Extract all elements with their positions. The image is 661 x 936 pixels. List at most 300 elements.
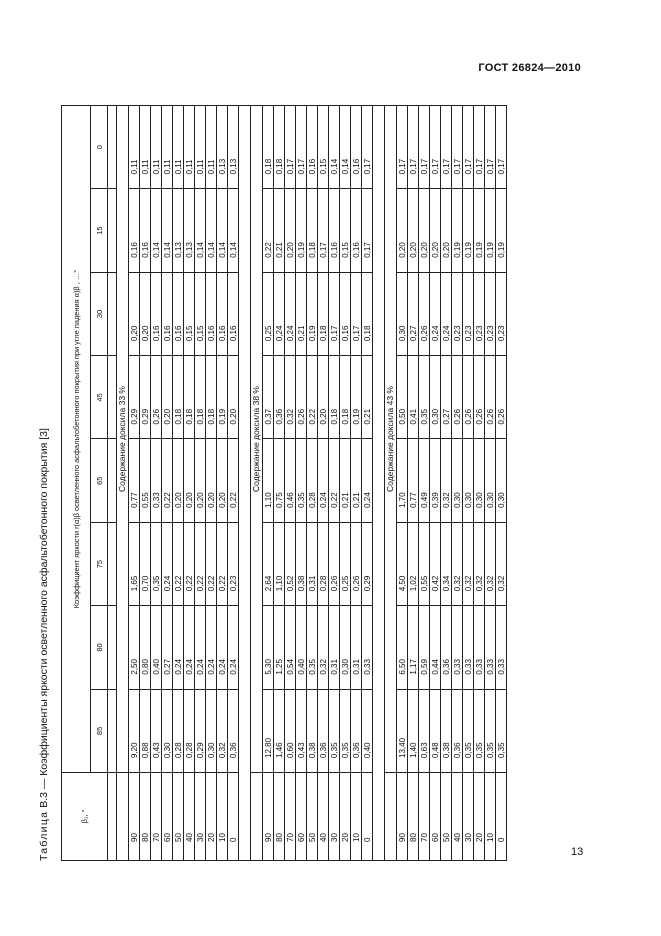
value-cell: 0,20 bbox=[441, 189, 452, 272]
section-title: Содержание доксила 38 % bbox=[251, 106, 263, 773]
table-row bbox=[228, 106, 239, 861]
value-cell: 0,21 bbox=[340, 439, 351, 522]
value-cell: 0,42 bbox=[430, 522, 441, 605]
value-cell: 0,30 bbox=[474, 439, 485, 522]
section-title-row bbox=[117, 106, 129, 861]
table-row bbox=[441, 106, 452, 861]
spacer-cell bbox=[108, 106, 117, 189]
section-gap bbox=[373, 106, 385, 861]
angle-cell: 80 bbox=[408, 773, 419, 861]
table-row bbox=[340, 106, 351, 861]
value-cell: 0,35 bbox=[463, 689, 474, 772]
value-cell: 0,35 bbox=[474, 689, 485, 772]
angle-cell: 60 bbox=[296, 773, 307, 861]
value-cell: 0,24 bbox=[206, 606, 217, 689]
value-cell: 0,11 bbox=[195, 106, 206, 189]
value-cell: 0,35 bbox=[151, 522, 162, 605]
value-cell: 0,77 bbox=[129, 439, 140, 522]
value-cell: 0,38 bbox=[296, 522, 307, 605]
angle-cell: 20 bbox=[474, 773, 485, 861]
value-cell: 0,28 bbox=[318, 522, 329, 605]
value-cell: 0,18 bbox=[274, 106, 285, 189]
standard-number: ГОСТ 26824—2010 bbox=[478, 62, 581, 74]
value-cell: 0,22 bbox=[173, 522, 184, 605]
value-cell: 0,16 bbox=[151, 272, 162, 355]
value-cell: 0,22 bbox=[195, 522, 206, 605]
value-cell: 0,38 bbox=[307, 689, 318, 772]
value-cell: 5,30 bbox=[263, 606, 274, 689]
value-cell: 0,39 bbox=[430, 439, 441, 522]
value-cell: 0,35 bbox=[496, 689, 507, 772]
value-cell: 0,32 bbox=[463, 522, 474, 605]
value-cell: 0,17 bbox=[463, 106, 474, 189]
value-cell: 0,16 bbox=[351, 106, 362, 189]
value-cell: 0,29 bbox=[129, 356, 140, 439]
brightness-table bbox=[61, 105, 507, 861]
value-cell: 0,23 bbox=[228, 522, 239, 605]
section-blank-cell bbox=[117, 773, 129, 861]
value-cell: 0,32 bbox=[318, 606, 329, 689]
value-cell: 0,38 bbox=[441, 689, 452, 772]
angle-cell: 50 bbox=[441, 773, 452, 861]
column-header: 0 bbox=[91, 106, 108, 189]
value-cell: 0,14 bbox=[340, 106, 351, 189]
value-cell: 0,24 bbox=[173, 606, 184, 689]
value-cell: 0,25 bbox=[263, 272, 274, 355]
value-cell: 0,26 bbox=[463, 356, 474, 439]
table-row bbox=[419, 106, 430, 861]
section-title: Содержание доксила 43 % bbox=[385, 106, 397, 773]
angle-cell: 80 bbox=[274, 773, 285, 861]
value-cell: 0,16 bbox=[206, 272, 217, 355]
value-cell: 0,24 bbox=[195, 606, 206, 689]
rotated-table-block bbox=[34, 105, 534, 861]
value-cell: 0,16 bbox=[340, 272, 351, 355]
angle-cell: 50 bbox=[307, 773, 318, 861]
value-cell: 0,20 bbox=[217, 439, 228, 522]
value-cell: 1,70 bbox=[397, 439, 408, 522]
value-cell: 0,23 bbox=[485, 272, 496, 355]
value-cell: 0,50 bbox=[397, 356, 408, 439]
table-row bbox=[430, 106, 441, 861]
value-cell: 0,17 bbox=[397, 106, 408, 189]
value-cell: 0,20 bbox=[184, 439, 195, 522]
value-cell: 1,65 bbox=[129, 522, 140, 605]
value-cell: 0,35 bbox=[329, 689, 340, 772]
caption-text: В.3 — Коэффициенты яркости осветленного асфальтобетонного покрытия [3] bbox=[38, 428, 50, 808]
value-cell: 0,16 bbox=[140, 189, 151, 272]
header-spacer-row bbox=[108, 106, 117, 861]
value-cell: 0,17 bbox=[362, 189, 373, 272]
value-cell: 0,18 bbox=[206, 356, 217, 439]
value-cell: 0,24 bbox=[430, 272, 441, 355]
angle-cell: 40 bbox=[318, 773, 329, 861]
angle-cell: 0 bbox=[362, 773, 373, 861]
value-cell: 1,17 bbox=[408, 606, 419, 689]
value-cell: 0,18 bbox=[307, 189, 318, 272]
value-cell: 0,17 bbox=[408, 106, 419, 189]
value-cell: 0,28 bbox=[307, 439, 318, 522]
value-cell: 0,23 bbox=[474, 272, 485, 355]
value-cell: 0,16 bbox=[329, 189, 340, 272]
value-cell: 0,26 bbox=[485, 356, 496, 439]
table-row bbox=[151, 106, 162, 861]
value-cell: 0,35 bbox=[296, 439, 307, 522]
angle-cell: 20 bbox=[206, 773, 217, 861]
value-cell: 0,17 bbox=[474, 106, 485, 189]
value-cell: 0,26 bbox=[329, 522, 340, 605]
value-cell: 0,16 bbox=[307, 106, 318, 189]
value-cell: 0,31 bbox=[329, 606, 340, 689]
value-cell: 0,26 bbox=[474, 356, 485, 439]
value-cell: 0,26 bbox=[151, 356, 162, 439]
value-cell: 0,11 bbox=[162, 106, 173, 189]
table-row bbox=[184, 106, 195, 861]
angle-cell: 60 bbox=[430, 773, 441, 861]
value-cell: 0,33 bbox=[151, 439, 162, 522]
value-cell: 0,36 bbox=[351, 689, 362, 772]
value-cell: 0,43 bbox=[296, 689, 307, 772]
value-cell: 0,14 bbox=[162, 189, 173, 272]
table-row bbox=[397, 106, 408, 861]
value-cell: 0,29 bbox=[195, 689, 206, 772]
table-row bbox=[274, 106, 285, 861]
value-cell: 0,26 bbox=[296, 356, 307, 439]
value-cell: 0,20 bbox=[129, 272, 140, 355]
table-row bbox=[485, 106, 496, 861]
caption-prefix: Таблица bbox=[38, 810, 50, 861]
value-cell: 0,19 bbox=[351, 356, 362, 439]
value-cell: 0,46 bbox=[285, 439, 296, 522]
spacer-cell bbox=[108, 439, 117, 522]
column-header: 80 bbox=[91, 606, 108, 689]
value-cell: 0,21 bbox=[296, 272, 307, 355]
angle-cell: 10 bbox=[351, 773, 362, 861]
value-cell: 0,17 bbox=[419, 106, 430, 189]
table-row bbox=[140, 106, 151, 861]
value-cell: 0,15 bbox=[340, 189, 351, 272]
value-cell: 1,25 bbox=[274, 606, 285, 689]
value-cell: 0,30 bbox=[496, 439, 507, 522]
value-cell: 0,19 bbox=[463, 189, 474, 272]
value-cell: 0,33 bbox=[496, 606, 507, 689]
value-cell: 0,21 bbox=[351, 439, 362, 522]
table-caption bbox=[34, 105, 54, 861]
value-cell: 0,18 bbox=[318, 272, 329, 355]
angle-cell: 40 bbox=[452, 773, 463, 861]
value-cell: 0,55 bbox=[140, 439, 151, 522]
value-cell: 0,36 bbox=[274, 356, 285, 439]
value-cell: 0,20 bbox=[408, 189, 419, 272]
table-row bbox=[351, 106, 362, 861]
table-row bbox=[318, 106, 329, 861]
value-cell: 13,40 bbox=[397, 689, 408, 772]
value-cell: 0,20 bbox=[206, 439, 217, 522]
value-cell: 0,33 bbox=[474, 606, 485, 689]
value-cell: 0,18 bbox=[263, 106, 274, 189]
value-cell: 0,20 bbox=[397, 189, 408, 272]
value-cell: 0,32 bbox=[452, 522, 463, 605]
column-header: 75 bbox=[91, 522, 108, 605]
value-cell: 0,30 bbox=[485, 439, 496, 522]
value-cell: 0,52 bbox=[285, 522, 296, 605]
value-cell: 4,50 bbox=[397, 522, 408, 605]
section-title: Содержание доксила 33 % bbox=[117, 106, 129, 773]
angle-cell: 30 bbox=[463, 773, 474, 861]
value-cell: 0,22 bbox=[206, 522, 217, 605]
value-cell: 0,14 bbox=[151, 189, 162, 272]
spacer-cell bbox=[108, 272, 117, 355]
section-gap-row bbox=[373, 106, 385, 861]
value-cell: 0,36 bbox=[318, 689, 329, 772]
value-cell: 6,50 bbox=[397, 606, 408, 689]
angle-cell: 0 bbox=[496, 773, 507, 861]
value-cell: 0,35 bbox=[419, 356, 430, 439]
value-cell: 0,18 bbox=[340, 356, 351, 439]
value-cell: 0,20 bbox=[195, 439, 206, 522]
value-cell: 0,30 bbox=[206, 689, 217, 772]
angle-cell: 0 bbox=[228, 773, 239, 861]
section-blank-cell bbox=[251, 773, 263, 861]
value-cell: 0,24 bbox=[228, 606, 239, 689]
column-header: 15 bbox=[91, 189, 108, 272]
value-cell: 0,40 bbox=[362, 689, 373, 772]
value-cell: 0,23 bbox=[452, 272, 463, 355]
value-cell: 0,11 bbox=[129, 106, 140, 189]
value-cell: 0,14 bbox=[217, 189, 228, 272]
value-cell: 0,23 bbox=[496, 272, 507, 355]
value-cell: 0,24 bbox=[217, 606, 228, 689]
value-cell: 0,31 bbox=[307, 522, 318, 605]
table-grid bbox=[61, 105, 534, 861]
value-cell: 0,33 bbox=[485, 606, 496, 689]
table-row bbox=[285, 106, 296, 861]
value-cell: 0,19 bbox=[485, 189, 496, 272]
value-cell: 0,30 bbox=[397, 272, 408, 355]
value-cell: 0,27 bbox=[162, 606, 173, 689]
angle-cell: 70 bbox=[285, 773, 296, 861]
value-cell: 0,17 bbox=[296, 106, 307, 189]
angle-cell: 70 bbox=[151, 773, 162, 861]
value-cell: 0,17 bbox=[452, 106, 463, 189]
value-cell: 0,11 bbox=[173, 106, 184, 189]
value-cell: 0,23 bbox=[463, 272, 474, 355]
value-cell: 12,80 bbox=[263, 689, 274, 772]
value-cell: 0,22 bbox=[162, 439, 173, 522]
value-cell: 0,36 bbox=[452, 689, 463, 772]
angle-cell: 90 bbox=[397, 773, 408, 861]
angle-cell: 90 bbox=[129, 773, 140, 861]
spacer-cell bbox=[108, 606, 117, 689]
value-cell: 0,16 bbox=[217, 272, 228, 355]
angle-cell: 40 bbox=[184, 773, 195, 861]
value-cell: 0,15 bbox=[195, 272, 206, 355]
value-cell: 0,24 bbox=[285, 272, 296, 355]
table-row bbox=[195, 106, 206, 861]
value-cell: 0,27 bbox=[408, 272, 419, 355]
spacer-cell bbox=[108, 689, 117, 772]
angle-header: β₁, ° bbox=[62, 773, 108, 861]
value-cell: 0,17 bbox=[441, 106, 452, 189]
group-header: Коэффициент яркости r(α)β осветленного асфальтобетонного покрытия при угле падения α)β , …° bbox=[62, 106, 91, 773]
value-cell: 0,17 bbox=[318, 189, 329, 272]
angle-cell: 60 bbox=[162, 773, 173, 861]
value-cell: 0,54 bbox=[285, 606, 296, 689]
value-cell: 0,28 bbox=[173, 689, 184, 772]
value-cell: 0,33 bbox=[452, 606, 463, 689]
value-cell: 0,24 bbox=[441, 272, 452, 355]
page-number: 13 bbox=[571, 846, 584, 858]
spacer-cell bbox=[108, 522, 117, 605]
value-cell: 1,10 bbox=[263, 439, 274, 522]
value-cell: 0,11 bbox=[140, 106, 151, 189]
value-cell: 0,41 bbox=[408, 356, 419, 439]
value-cell: 0,17 bbox=[485, 106, 496, 189]
value-cell: 0,24 bbox=[162, 522, 173, 605]
value-cell: 0,30 bbox=[452, 439, 463, 522]
value-cell: 0,20 bbox=[162, 356, 173, 439]
value-cell: 2,64 bbox=[263, 522, 274, 605]
value-cell: 0,13 bbox=[228, 106, 239, 189]
table-row bbox=[129, 106, 140, 861]
value-cell: 0,43 bbox=[151, 689, 162, 772]
value-cell: 0,63 bbox=[419, 689, 430, 772]
section-title-row bbox=[251, 106, 263, 861]
value-cell: 0,16 bbox=[351, 189, 362, 272]
table-row bbox=[452, 106, 463, 861]
value-cell: 0,13 bbox=[184, 189, 195, 272]
value-cell: 0,16 bbox=[162, 272, 173, 355]
column-header: 85 bbox=[91, 689, 108, 772]
value-cell: 0,17 bbox=[362, 106, 373, 189]
column-header: 30 bbox=[91, 272, 108, 355]
value-cell: 0,24 bbox=[362, 439, 373, 522]
value-cell: 0,77 bbox=[408, 439, 419, 522]
table-row bbox=[496, 106, 507, 861]
value-cell: 0,22 bbox=[329, 439, 340, 522]
value-cell: 0,24 bbox=[184, 606, 195, 689]
value-cell: 1,02 bbox=[408, 522, 419, 605]
angle-cell: 80 bbox=[140, 773, 151, 861]
value-cell: 0,70 bbox=[140, 522, 151, 605]
value-cell: 0,20 bbox=[285, 189, 296, 272]
value-cell: 0,19 bbox=[296, 189, 307, 272]
value-cell: 0,16 bbox=[173, 272, 184, 355]
value-cell: 0,15 bbox=[318, 106, 329, 189]
value-cell: 0,31 bbox=[351, 606, 362, 689]
value-cell: 0,20 bbox=[419, 189, 430, 272]
value-cell: 0,17 bbox=[285, 106, 296, 189]
value-cell: 0,18 bbox=[329, 356, 340, 439]
value-cell: 0,30 bbox=[340, 606, 351, 689]
value-cell: 0,13 bbox=[217, 106, 228, 189]
value-cell: 0,18 bbox=[362, 272, 373, 355]
value-cell: 0,32 bbox=[441, 439, 452, 522]
value-cell: 0,59 bbox=[419, 606, 430, 689]
value-cell: 0,19 bbox=[496, 189, 507, 272]
value-cell: 1,46 bbox=[274, 689, 285, 772]
value-cell: 0,32 bbox=[474, 522, 485, 605]
value-cell: 1,10 bbox=[274, 522, 285, 605]
value-cell: 0,55 bbox=[419, 522, 430, 605]
angle-cell: 10 bbox=[485, 773, 496, 861]
angle-cell: 30 bbox=[195, 773, 206, 861]
value-cell: 0,17 bbox=[496, 106, 507, 189]
value-cell: 0,11 bbox=[184, 106, 195, 189]
value-cell: 0,18 bbox=[173, 356, 184, 439]
value-cell: 9,20 bbox=[129, 689, 140, 772]
value-cell: 0,35 bbox=[307, 606, 318, 689]
value-cell: 0,21 bbox=[274, 189, 285, 272]
value-cell: 0,26 bbox=[452, 356, 463, 439]
value-cell: 0,25 bbox=[340, 522, 351, 605]
value-cell: 0,88 bbox=[140, 689, 151, 772]
value-cell: 2,50 bbox=[129, 606, 140, 689]
value-cell: 0,13 bbox=[173, 189, 184, 272]
value-cell: 0,30 bbox=[430, 356, 441, 439]
value-cell: 0,36 bbox=[441, 606, 452, 689]
value-cell: 0,34 bbox=[441, 522, 452, 605]
spacer-cell bbox=[108, 356, 117, 439]
value-cell: 0,22 bbox=[228, 439, 239, 522]
spacer-cell bbox=[108, 773, 117, 861]
value-cell: 0,14 bbox=[329, 106, 340, 189]
table-row bbox=[463, 106, 474, 861]
section-blank-cell bbox=[385, 773, 397, 861]
table-row bbox=[362, 106, 373, 861]
value-cell: 0,32 bbox=[285, 356, 296, 439]
value-cell: 0,15 bbox=[184, 272, 195, 355]
value-cell: 0,32 bbox=[496, 522, 507, 605]
table-row bbox=[474, 106, 485, 861]
value-cell: 0,22 bbox=[217, 522, 228, 605]
value-cell: 0,18 bbox=[184, 356, 195, 439]
table-row bbox=[296, 106, 307, 861]
section-gap bbox=[239, 106, 251, 861]
value-cell: 1,40 bbox=[408, 689, 419, 772]
angle-cell: 30 bbox=[329, 773, 340, 861]
value-cell: 0,11 bbox=[151, 106, 162, 189]
table-row bbox=[162, 106, 173, 861]
value-cell: 0,20 bbox=[228, 356, 239, 439]
value-cell: 0,20 bbox=[430, 189, 441, 272]
value-cell: 0,36 bbox=[228, 689, 239, 772]
column-header: 45 bbox=[91, 356, 108, 439]
table-row bbox=[263, 106, 274, 861]
value-cell: 0,29 bbox=[140, 356, 151, 439]
value-cell: 0,35 bbox=[485, 689, 496, 772]
value-cell: 0,40 bbox=[296, 606, 307, 689]
value-cell: 0,49 bbox=[419, 439, 430, 522]
table-row bbox=[307, 106, 318, 861]
value-cell: 0,22 bbox=[307, 356, 318, 439]
value-cell: 0,17 bbox=[430, 106, 441, 189]
angle-cell: 20 bbox=[340, 773, 351, 861]
table-row bbox=[408, 106, 419, 861]
value-cell: 0,48 bbox=[430, 689, 441, 772]
section-title-row bbox=[385, 106, 397, 861]
value-cell: 0,16 bbox=[228, 272, 239, 355]
table-row bbox=[206, 106, 217, 861]
angle-cell: 90 bbox=[263, 773, 274, 861]
value-cell: 0,28 bbox=[184, 689, 195, 772]
spacer-cell bbox=[108, 189, 117, 272]
value-cell: 0,40 bbox=[151, 606, 162, 689]
value-cell: 0,20 bbox=[318, 356, 329, 439]
value-cell: 0,27 bbox=[441, 356, 452, 439]
value-cell: 0,80 bbox=[140, 606, 151, 689]
value-cell: 0,30 bbox=[162, 689, 173, 772]
